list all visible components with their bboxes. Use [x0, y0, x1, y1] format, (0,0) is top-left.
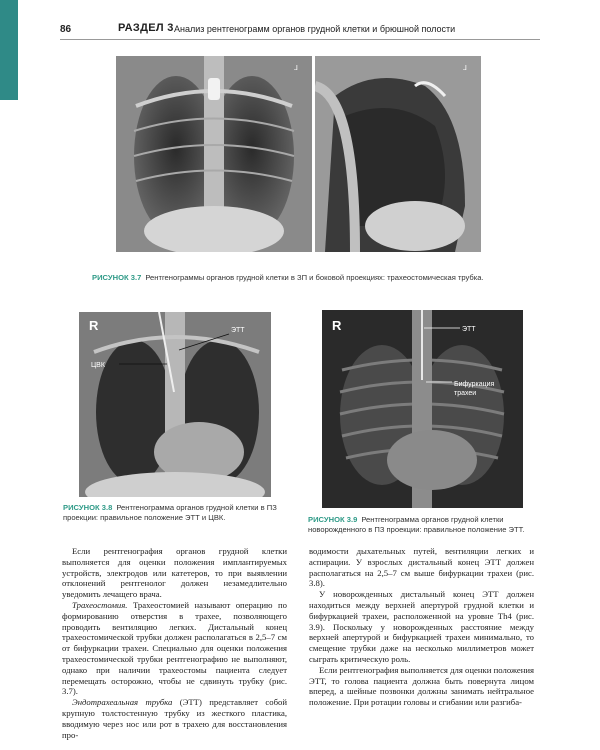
fig37-lateral-xray-image	[315, 56, 481, 252]
term-tracheostomy: Трахеостомия.	[72, 599, 128, 610]
fig37-caption	[92, 273, 532, 283]
fig38-caption	[63, 503, 277, 523]
fig37-label: РИСУНОК 3.7	[92, 273, 142, 282]
fig39-xray-image	[322, 310, 523, 508]
fig38-marker-r: R	[89, 318, 99, 333]
fig37-caption-text: Рентгенограммы органов грудной клетки в ЗП и боковой проекциях: трахеостомическая трубка.	[145, 273, 484, 282]
fig38-label: РИСУНОК 3.8	[63, 503, 113, 512]
body-right-paragraph-1: водимости дыхательных путей, вентиляции легких и аспирации. У взрослых дистальный конец ЭТТ должен располагаться на 2,5–7 см выше бифуркации трахеи (рис. 3.8).	[309, 546, 534, 589]
body-left-column	[62, 546, 287, 740]
fig37-frontal-xray-image	[116, 56, 312, 252]
body-left-paragraph-3	[62, 697, 287, 740]
body-left-paragraph-3-text: (ЭТТ) представляет собой крупную толстостенную трубку из жесткого пластика, вводимую через нос или рот в трахею для восстановления про-	[62, 697, 287, 740]
svg-text:⅃: ⅃	[463, 65, 467, 72]
fig38-xray-image	[79, 312, 271, 497]
fig39-ett-label: ЭТТ	[462, 326, 476, 333]
section-title: Анализ рентгенограмм органов грудной клетки и брюшной полости	[174, 24, 456, 34]
body-left-paragraph-1: Если рентгенография органов грудной клетки выполняется для оценки положения имплантируемых устройств, электродов или катетеров, то при выявлении отклонений рентгенолог должен незамедлительно уведомить лечащего врача.	[62, 546, 287, 600]
body-left-paragraph-2-text: Трахеостомией называют операцию по формированию отверстия в трахее, позволяющего проводить вентиляцию легких. Дистальный конец трахеостомической трубки должен располагаться в 2,5–7 см от бифуркации трахеи. Специально для оценки положения трахеостомической трубки рентгенографию не выполняют, однако при наличии трахеостомы пациента следует перемещать осторожно, чтобы не сдвинуть трубку (рис. 3.7).	[62, 599, 287, 697]
body-left-paragraph-2	[62, 600, 287, 697]
section-label: РАЗДЕЛ 3	[118, 22, 174, 34]
fig37-frontal-xray	[116, 56, 312, 252]
fig38-cvk-label: ЦВК	[91, 362, 105, 369]
fig39-marker-r: R	[332, 318, 342, 333]
header-rule	[60, 39, 540, 40]
term-ett: Эндотрахеальная трубка	[72, 697, 173, 708]
fig39-xray	[322, 310, 523, 508]
fig39-label: РИСУНОК 3.9	[308, 515, 358, 524]
body-right-column	[309, 546, 534, 708]
fig38-caption-text: Рентгенограмма органов грудной клетки в ПЗ проекции: правильное положение ЭТТ и ЦВК.	[63, 503, 277, 522]
fig37-lateral-xray	[315, 56, 481, 252]
svg-text:⅃: ⅃	[294, 65, 298, 72]
fig39-bifurcation-label-2: трахеи	[454, 390, 477, 397]
fig39-caption-text: Рентгенограмма органов грудной клетки новорожденного в ПЗ проекции: правильное положение ЭТТ.	[308, 515, 525, 534]
body-right-paragraph-2: У новорожденных дистальный конец ЭТТ должен находиться между верхней апертурой грудной клетки и бифуркацией трахеи, расположенной на уровне Th4 (рис. 3.9). Поскольку у новорожденных расстояние между верхней апертурой и бифуркацией трахеи минимально, то смещение трубки даже на несколько миллиметров может сыграть критическую роль.	[309, 589, 534, 664]
page-number: 86	[60, 24, 72, 35]
fig38-xray	[79, 312, 271, 497]
chapter-color-band	[0, 0, 18, 100]
fig39-bifurcation-label-1: Бифуркация	[454, 381, 495, 388]
body-right-paragraph-3: Если рентгенография выполняется для оценки положения ЭТТ, то голова пациента должна быть повернута лицом вперед, а шейные позвонки должны занимать нейтральное положение. При ротации головы и сгибании или разгиба-	[309, 664, 534, 708]
fig38-ett-label: ЭТТ	[231, 327, 245, 334]
fig39-caption	[308, 515, 530, 535]
